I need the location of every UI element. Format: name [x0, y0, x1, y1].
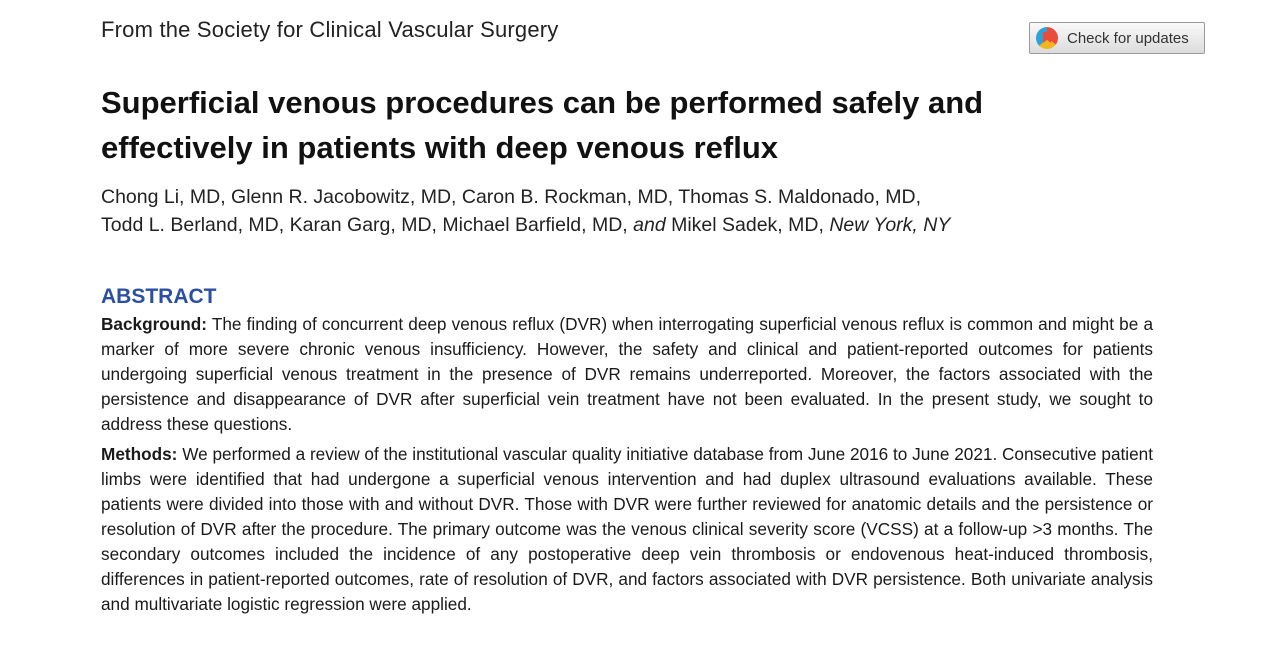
author-list: [101, 183, 1181, 239]
check-for-updates-button[interactable]: [1029, 22, 1205, 54]
authors-and: and: [633, 214, 666, 236]
crossmark-icon: [1036, 27, 1058, 49]
methods-label: Methods:: [101, 444, 178, 464]
authors-last: Mikel Sadek, MD,: [671, 214, 824, 236]
background-text: The finding of concurrent deep venous reflux (DVR) when interrogating superficial venous reflux is common and might be a marker of more severe chronic venous insufficiency. However, the safety and clinical and patient-reported outcomes for patients undergoing superficial venous treatment in the presence of DVR remains underreported. Moreover, the factors associated with the persistence and disappearance of DVR after superficial vein treatment have not been evaluated. In the present study, we sought to address these questions.: [101, 314, 1153, 434]
methods-text: We performed a review of the institutional vascular quality initiative database from June 2016 to June 2021. Consecutive patient limbs were identified that had undergone a superficial venous intervention and had duplex ultrasound evaluations available. These patients were divided into those with and without DVR. Those with DVR were further reviewed for anatomic details and the persistence or resolution of DVR after the procedure. The primary outcome was the venous clinical severity score (VCSS) at a follow-up >3 months. The secondary outcomes included the incidence of any postoperative deep vein thrombosis or endovenous heat-induced thrombosis, differences in patient-reported outcomes, rate of resolution of DVR, and factors associated with DVR persistence. Both univariate analysis and multivariate logistic regression were applied.: [101, 444, 1153, 614]
abstract-heading: ABSTRACT: [101, 285, 217, 308]
authors-line-2: Todd L. Berland, MD, Karan Garg, MD, Michael Barfield, MD,: [101, 214, 628, 236]
article-title: Superficial venous procedures can be performed safely and effectively in patients with deep venous reflux: [101, 85, 984, 165]
background-label: Background:: [101, 314, 207, 334]
authors-line-1: Chong Li, MD, Glenn R. Jacobowitz, MD, Caron B. Rockman, MD, Thomas S. Maldonado, MD,: [101, 186, 922, 208]
society-header: From the Society for Clinical Vascular Surgery: [101, 17, 559, 42]
methods-paragraph: [101, 442, 1153, 617]
author-location: New York, NY: [829, 214, 951, 236]
check-for-updates-label: Check for updates: [1067, 29, 1189, 47]
background-paragraph: [101, 312, 1153, 437]
